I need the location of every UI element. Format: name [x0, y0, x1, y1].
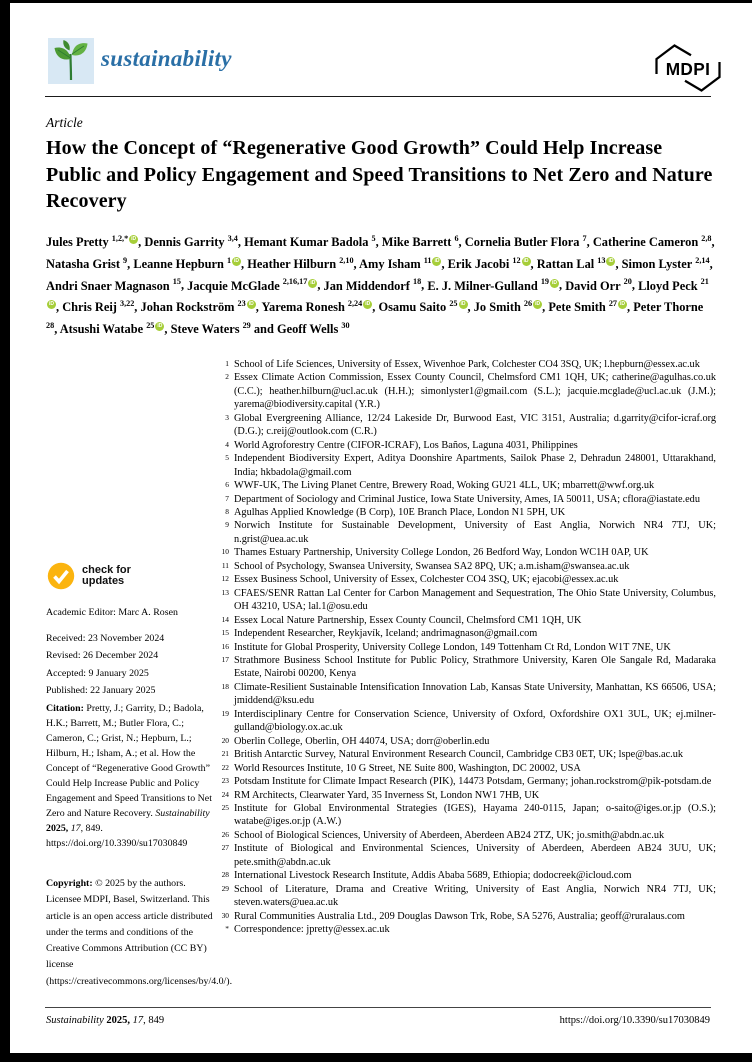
author-name: Jules Pretty	[46, 235, 109, 250]
affiliation-text: Oberlin College, Oberlin, OH 44074, USA; dorr@oberlin.edu	[234, 735, 490, 747]
affiliation-row	[216, 587, 716, 614]
author-affiliation-sup: 11	[421, 255, 432, 265]
author-name: David Orr	[565, 278, 621, 293]
author-affiliation-sup: 12	[510, 255, 521, 265]
author	[622, 257, 710, 271]
author-affiliation-sup: 3,22	[117, 299, 135, 309]
citation-journal: Sustainability	[155, 808, 210, 819]
author-affiliation-sup: 1	[224, 255, 232, 265]
author-affiliation-sup: 2,8	[699, 234, 712, 243]
orcid-icon[interactable]: iD	[234, 257, 240, 264]
affiliation-row	[216, 627, 716, 640]
author-affiliation-sup: 5	[369, 234, 376, 243]
author-name: Jan Middendorf	[323, 278, 410, 293]
author	[46, 257, 127, 271]
copyright-label: Copyright:	[46, 878, 93, 889]
date-line: Published: 22 January 2025	[46, 685, 156, 697]
affiliation-row	[216, 708, 716, 735]
author-name: E. J. Milner-Gulland	[427, 278, 538, 293]
affiliation-text: Department of Sociology and Criminal Justice, Iowa State University, Ames, IA 50011, USA; cflora@iastate.edu	[234, 493, 700, 505]
author-name: Steve Waters	[170, 322, 240, 336]
author	[448, 257, 531, 271]
author-affiliation-sup: 27	[606, 299, 618, 309]
affiliation-text: Essex Climate Action Commission, Essex County Council, Chelmsford CM1 1QH, UK; catherine@agulhas.co.uk (C.C.); heather.hilburn@ucl.ac.uk (H.H.); simonlyster1@gmail.com (S.L.); jacquie.mcglade@ucl.ac.uk (J.M.); yarema@biodiversity.capital (Y.R.)	[234, 372, 716, 411]
affiliation-marker: 5	[225, 453, 229, 463]
orcid-icon[interactable]: iD	[365, 301, 371, 308]
author-name: Hemant Kumar Badola	[244, 235, 369, 250]
affiliation-row	[216, 883, 716, 910]
affiliation-row	[216, 506, 716, 519]
affiliation-marker: 26	[221, 829, 229, 839]
affiliation-text: Rural Communities Australia Ltd., 209 Douglas Dawson Trk, Robe, SA 5276, Australia; geoff@ruralaus.com	[234, 910, 685, 922]
affiliation-marker: 28	[221, 870, 229, 880]
affiliation-marker: 22	[221, 762, 229, 772]
author	[244, 235, 376, 249]
date-line: Received: 23 November 2024	[46, 633, 165, 644]
affiliation-text: British Antarctic Survey, Natural Environment Research Council, Cambridge CB3 0ET, UK; lspe@bas.ac.uk	[234, 749, 684, 761]
author-affiliation-sup: 30	[339, 320, 350, 330]
affiliation-text: Essex Business School, University of Essex, Colchester CO4 3SQ, UK; ejacobi@essex.ac.uk	[234, 574, 619, 586]
author	[593, 235, 712, 249]
article-type-label: Article	[46, 115, 83, 130]
author	[359, 257, 441, 271]
date-line: Revised: 26 December 2024	[46, 650, 159, 662]
author-name: Lloyd Peck	[638, 278, 698, 293]
affiliation-marker: 3	[225, 412, 229, 422]
orcid-icon[interactable]: iD	[535, 301, 541, 308]
affiliation-marker: 11	[221, 560, 229, 570]
author-affiliation-sup: 13	[595, 255, 606, 265]
affiliation-row	[216, 641, 716, 654]
affiliation-row	[216, 869, 716, 882]
affiliation-row	[216, 775, 716, 788]
author	[465, 235, 587, 249]
affiliation-row	[216, 519, 716, 546]
author-name: Rattan Lal	[536, 256, 595, 271]
affiliation-text: Institute for Global Prosperity, University College London, 149 Tottenham Ct Rd, London W1T 7NE, UK	[234, 641, 671, 653]
author-name: Simon Lyster	[621, 256, 693, 271]
author-name: Peter Thorne	[633, 300, 704, 315]
citation-body: Pretty, J.; Garrity, D.; Badola, H.K.; Barrett, M.; Butler Flora, C.; Cameron, C.; Grist, N.; Hepburn, L.; Hilburn, H.; Isham, A.; et al. How the Concept of “Regenerative Good Growth” Could Help Increase Public and Policy Engagement and Speed Transitions to Net Zero and Nature Recovery.	[46, 703, 212, 819]
footer-citation	[46, 1015, 164, 1026]
affiliation-marker: 16	[221, 641, 229, 651]
affiliation-text: Strathmore Business School Institute for Public Policy, Strathmore University, Karen Ole Sangale Rd, Madaraka Estate, Nairobi 00200, Kenya	[234, 654, 716, 680]
mdpi-logo	[652, 40, 724, 96]
affiliation-text: School of Psychology, Swansea University, Swansea SA2 8PQ, UK; a.m.isham@swansea.ac.uk	[234, 560, 630, 572]
author-name: Osamu Saito	[378, 300, 447, 315]
svg-text:MDPI: MDPI	[665, 58, 711, 79]
author-name: Chris Reij	[62, 300, 117, 315]
affiliation-marker: 30	[221, 910, 229, 920]
affiliation-marker: 1	[225, 359, 229, 368]
author-affiliation-sup: 1,2,*	[109, 234, 129, 243]
affiliation-text: Thames Estuary Partnership, University College London, 26 Bedford Way, London WC1H 0AP, UK	[234, 547, 649, 559]
author-affiliation-sup: 18	[410, 277, 422, 287]
footer-journal: Sustainability	[46, 1015, 104, 1026]
affiliation-text: WWF-UK, The Living Planet Centre, Brewery Road, Woking GU21 4LL, UK; mbarrett@wwf.org.uk	[234, 480, 655, 492]
affiliation-row	[216, 748, 716, 761]
author	[548, 300, 627, 314]
author-affiliation-sup: 19	[538, 277, 549, 287]
affiliation-text: Institute for Global Environmental Strategies (IGES), Hayama 240-0115, Japan; o-saito@iges.or.jp (O.S.); watabe@iges.or.jp (A.W.)	[234, 802, 716, 828]
affiliation-text: CFAES/SENR Rattan Lal Center for Carbon Management and Sequestration, The Ohio State University, Columbus, OH 43210, USA; lal.1@osu.edu	[234, 587, 716, 613]
affiliation-marker: *	[225, 924, 229, 934]
affiliation-marker: 6	[225, 480, 229, 490]
author-name: Atsushi Watabe	[59, 322, 144, 336]
affiliation-marker: 18	[221, 681, 229, 691]
affiliation-marker: 4	[225, 439, 229, 449]
affiliation-marker: 17	[221, 654, 229, 664]
author-affiliation-sup: 23	[235, 299, 246, 309]
footer-divider	[45, 1007, 711, 1008]
affiliation-row	[216, 802, 716, 829]
mdpi-hexagon-icon	[652, 40, 724, 96]
orcid-icon[interactable]: iD	[248, 301, 254, 308]
affiliation-row	[216, 842, 716, 869]
affiliation-marker: 13	[221, 587, 229, 597]
citation-doi[interactable]: , 849. https://doi.org/10.3390/su17030849	[46, 823, 188, 849]
author-name: Heather Hilburn	[247, 256, 337, 271]
author-affiliation-sup: 25	[144, 320, 155, 330]
affiliation-row	[216, 479, 716, 492]
affiliation-text: School of Literature, Drama and Creative Writing, University of East Anglia, Norwich NR4 7TJ, UK; steven.waters@uea.ac.uk	[234, 883, 716, 909]
affiliation-marker: 2	[225, 372, 229, 382]
affiliation-text: World Agroforestry Centre (CIFOR-ICRAF), Los Baños, Laguna 4031, Philippines	[234, 439, 578, 451]
affiliation-row	[216, 371, 716, 411]
affiliation-text: Independent Researcher, Reykjavík, Iceland; andrimagnason@gmail.com	[234, 628, 538, 640]
author-name: Leanne Hepburn	[133, 256, 224, 271]
affiliation-row	[216, 546, 716, 559]
affiliation-marker: 21	[221, 749, 229, 759]
orcid-icon[interactable]: iD	[523, 257, 529, 264]
author-name: Pete Smith	[548, 300, 606, 315]
affiliation-row	[216, 654, 716, 681]
check-for-updates-label	[82, 565, 131, 588]
affiliation-row	[216, 493, 716, 506]
header-divider	[45, 96, 711, 97]
affiliation-text: Norwich Institute for Sustainable Development, University of East Anglia, Norwich NR4 7TJ, UK; n.grist@uea.ac.uk	[234, 520, 716, 545]
affiliation-marker: 12	[221, 574, 229, 584]
affiliation-row	[216, 829, 716, 842]
citation-label: Citation:	[46, 703, 84, 714]
affiliation-text: Institute of Biological and Environmental Sciences, University of Aberdeen, Aberdeen AB24 3UU, UK; pete.smith@abdn.ac.uk	[234, 843, 716, 868]
crossmark-check-icon	[47, 562, 75, 590]
affiliation-row	[216, 358, 716, 371]
affiliation-marker: 19	[221, 708, 229, 718]
affiliation-text: Climate-Resilient Sustainable Intensification Innovation Lab, Kansas State University, Manhattan, KS 66506, USA; jmiddend@ksu.edu	[234, 681, 716, 707]
author	[324, 279, 422, 293]
author-affiliation-sup: 20	[621, 277, 632, 287]
author-affiliation-sup: 2,14	[693, 255, 710, 265]
author	[427, 279, 559, 293]
author-name: Cornelia Butler Flora	[464, 235, 580, 250]
author-list: Jules Pretty $^{1,2,*}$ iD , Dennis Garrity $^{3,4}$, Hemant Kumar Badola $^5$, Mike Barrett $^6$, Cornelia Butler Flora $^7$, Catherine Cameron $^{2,8}$, Natasha Grist $^9$, Leanne Hepburn $^1$ iD , Heather Hilburn $^{2,10}$, Amy Isham $^{11}$ iD , Erik Jacobi $^{12}$ iD , Rattan Lal $^{13}$ iD , Simon Lyster $^{2,14}$, Andri Snaer Magnason $^{15}$, Jacquie McGlade $^{2,16,17}$ iD , Jan Middendorf $^{18}$, E. J. Milner-Gulland $^{19}$ iD , David Orr $^{20}$, Lloyd Peck $^{21}$iD , Chris Reij $^{3,22}$, Johan Rockström $^{23}$ iD , Yarema Ronesh $^{2,24}$ iD , Osamu Saito $^{25}$ iD , Jo Smith $^{26}$ iD , Pete Smith $^{27}$ iD , Peter Thorne $^{28}$, Atsushi Watabe $^{25}$ iD , Steve Waters $^{29}$ and Geoff Wells $^{30}$	[46, 234, 715, 336]
affiliation-marker: 25	[221, 802, 229, 812]
affiliation-marker: 27	[221, 843, 229, 853]
author	[277, 322, 350, 336]
affiliation-list	[216, 358, 716, 936]
author-name: Erik Jacobi	[447, 256, 510, 271]
affiliation-text: Independent Biodiversity Expert, Aditya Doonshire Apartments, Sailok Phase 2, Dehradun 248001, Uttarakhand, India; hkbadola@gmail.com	[234, 453, 716, 478]
affiliation-text: Interdisciplinary Centre for Conservation Science, University of Oxford, Oxfordshire OX1 3UL, UK; ej.milner-gulland@biology.ox.ac.uk	[234, 708, 716, 734]
affiliation-text: School of Biological Sciences, University of Aberdeen, Aberdeen AB24 2TZ, UK; jo.smith@abdn.ac.uk	[234, 829, 665, 841]
affiliation-text: Agulhas Applied Knowledge (B Corp), 10E Branch Place, London N1 5PH, UK	[234, 506, 566, 518]
orcid-icon[interactable]: iD	[460, 301, 466, 308]
author	[537, 257, 616, 271]
footer-doi-link[interactable]: https://doi.org/10.3390/su17030849	[559, 1015, 710, 1026]
author-affiliation-sup: 2,10	[337, 255, 354, 265]
orcid-icon[interactable]: iD	[157, 323, 163, 329]
affiliation-text: School of Life Sciences, University of Essex, Wivenhoe Park, Colchester CO4 3SQ, UK; l.hepburn@essex.ac.uk	[234, 359, 700, 370]
journal-logo-icon	[48, 38, 94, 84]
affiliation-row	[216, 923, 716, 936]
page-border-left	[0, 0, 10, 1062]
affiliation-marker: 14	[221, 614, 229, 624]
affiliation-text: Global Evergreening Alliance, 12/24 Lakeside Dr, Burwood East, VIC 3151, Australia; d.garrity@cifor-icraf.org (D.G.); c.reij@outlook.com (C.R.)	[234, 412, 716, 438]
author-affiliation-sup: 21	[698, 277, 709, 287]
author	[378, 300, 467, 314]
orcid-icon[interactable]: iD	[310, 279, 316, 286]
author-name: Dennis Garrity	[144, 235, 225, 250]
author	[133, 257, 241, 271]
affiliation-marker: 8	[225, 506, 229, 516]
citation-year: 2025,	[46, 823, 71, 834]
footer-pages: , 849	[143, 1015, 165, 1026]
affiliation-row	[216, 789, 716, 802]
affiliation-marker: 10	[221, 547, 229, 557]
author	[46, 279, 181, 293]
author	[60, 322, 165, 336]
affiliation-row	[216, 452, 716, 479]
author	[144, 235, 237, 249]
check-for-updates-line2: updates	[82, 575, 125, 587]
dates-block	[46, 630, 216, 700]
check-for-updates-line1: check for	[82, 563, 131, 576]
author-name: Jo Smith	[473, 300, 521, 315]
orcid-icon[interactable]: iD	[131, 236, 137, 243]
affiliation-text: Essex Local Nature Partnership, Essex County Council, Chelmsford CM1 1QH, UK	[234, 614, 582, 626]
page-border-bottom	[0, 1053, 752, 1062]
author	[141, 300, 256, 314]
author	[382, 235, 459, 249]
affiliation-text: RM Architects, Clearwater Yard, 35 Inverness St, London NW1 7HB, UK	[234, 789, 540, 801]
affiliation-row	[216, 910, 716, 923]
author-name: Andri Snaer Magnason	[46, 278, 170, 293]
affiliation-text: Correspondence: jpretty@essex.ac.uk	[234, 924, 390, 936]
affiliation-row	[216, 573, 716, 586]
author-affiliation-sup: 9	[121, 255, 128, 265]
affiliation-row	[216, 762, 716, 775]
citation-volume: 17	[70, 823, 81, 834]
affiliation-marker: 24	[221, 789, 229, 799]
author	[261, 300, 372, 314]
page-border-top	[0, 0, 752, 3]
author-affiliation-sup: 7	[580, 234, 587, 243]
affiliation-row	[216, 735, 716, 748]
author	[187, 279, 317, 293]
author-affiliation-sup: 2,24	[345, 299, 363, 309]
orcid-icon[interactable]: iD	[552, 279, 557, 286]
check-for-updates-badge[interactable]	[47, 562, 131, 590]
citation-block	[46, 701, 214, 851]
author	[171, 322, 251, 336]
author-affiliation-sup: 28	[46, 320, 55, 330]
author	[247, 257, 353, 271]
affiliation-marker: 7	[225, 493, 229, 503]
affiliation-marker: 29	[221, 883, 229, 893]
affiliation-marker: 9	[225, 520, 229, 530]
journal-logo-text: sustainability	[101, 46, 232, 71]
affiliation-row	[216, 614, 716, 627]
author-name: Johan Rockström	[140, 300, 235, 315]
author-name: Catherine Cameron	[592, 235, 699, 250]
academic-editor: Academic Editor: Marc A. Rosen	[46, 607, 178, 618]
author-affiliation-sup: 26	[521, 299, 533, 309]
copyright-body: © 2025 by the authors. Licensee MDPI, Basel, Switzerland. This article is an open access article distributed under the terms and conditions of the Creative Commons Attribution (CC BY) license (https://creativecommons.org/licenses/by/4.0/).	[46, 878, 233, 987]
orcid-icon[interactable]: iD	[620, 301, 626, 308]
author-name: Natasha Grist	[46, 256, 120, 271]
author-name: Geoff Wells	[276, 322, 339, 336]
orcid-icon[interactable]: iD	[49, 301, 54, 308]
author-affiliation-sup: 29	[240, 320, 251, 330]
affiliation-row	[216, 439, 716, 452]
author	[46, 235, 138, 249]
footer-year: 2025,	[103, 1015, 133, 1026]
orcid-icon[interactable]: iD	[608, 257, 614, 264]
footer-volume: 17	[132, 1015, 144, 1026]
author-affiliation-sup: 2,16,17	[280, 277, 308, 287]
page-footer	[46, 1015, 710, 1026]
author-name: Jacquie McGlade	[187, 278, 280, 293]
author-name: Mike Barrett	[381, 235, 452, 250]
author-affiliation-sup: 15	[170, 277, 181, 287]
affiliation-row	[216, 412, 716, 439]
affiliation-row	[216, 560, 716, 573]
affiliation-text: International Livestock Research Institute, Addis Ababa 5689, Ethiopia; dodocreek@icloud.com	[234, 870, 632, 882]
page-title: How the Concept of “Regenerative Good Growth” Could Help Increase Public and Policy Engagement and Speed Transitions to Net Zero and Nature Recovery	[46, 137, 713, 212]
author	[565, 279, 632, 293]
author-affiliation-sup: 3,4	[225, 234, 238, 243]
author-affiliation-sup: 6	[452, 234, 459, 243]
author-name: Amy Isham	[359, 256, 421, 271]
author-affiliation-sup: 25	[447, 299, 458, 309]
date-line: Accepted: 9 January 2025	[46, 667, 149, 679]
affiliation-text: World Resources Institute, 10 G Street, NE Suite 800, Washington, DC 20002, USA	[234, 762, 581, 774]
affiliation-text: Potsdam Institute for Climate Impact Research (PIK), 14473 Potsdam, Germany; johan.rockstrom@pik-potsdam.de	[234, 776, 712, 788]
author	[62, 300, 134, 314]
affiliation-marker: 15	[221, 628, 229, 638]
affiliation-marker: 20	[221, 735, 229, 745]
author-name: Yarema Ronesh	[261, 300, 345, 315]
orcid-icon[interactable]: iD	[434, 257, 440, 264]
plant-icon	[48, 38, 94, 84]
affiliation-marker: 23	[221, 776, 229, 786]
author	[474, 300, 542, 314]
affiliation-row	[216, 681, 716, 708]
